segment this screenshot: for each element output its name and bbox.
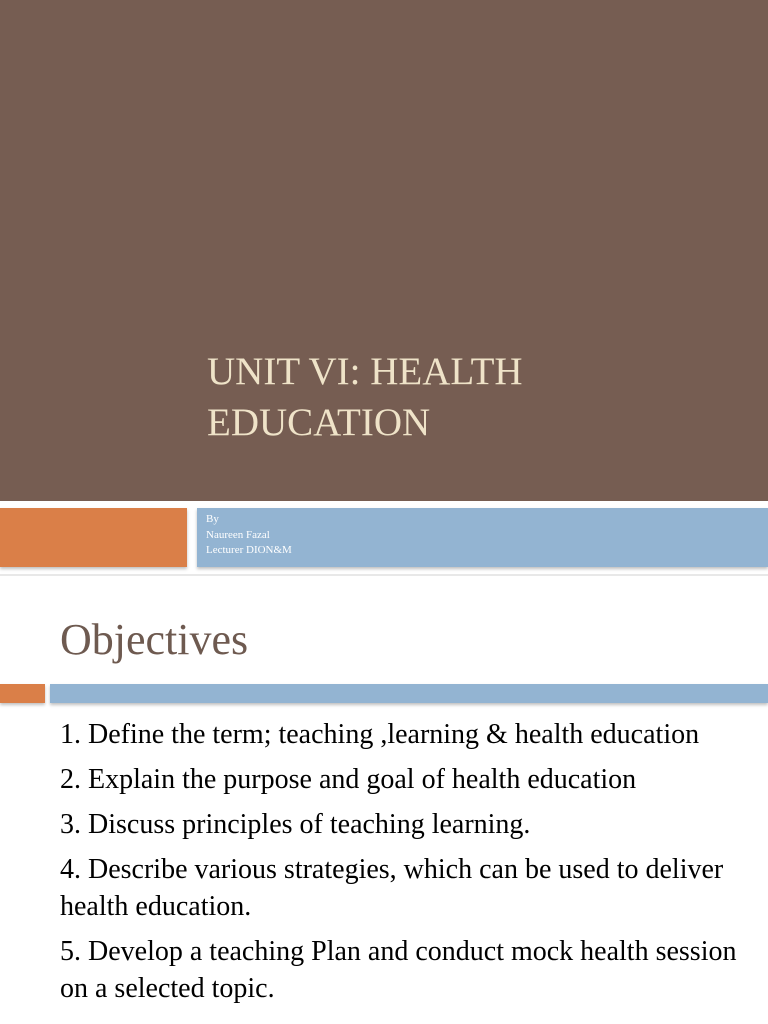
byline	[206, 512, 292, 559]
objectives-slide	[0, 576, 768, 1024]
objective-item: 1. Define the term; teaching ,learning & health education	[60, 719, 700, 750]
accent-bar-orange	[0, 508, 187, 567]
accent-bar-blue	[50, 684, 768, 703]
objective-item: 5. Develop a teaching Plan and conduct mock health session on a selected topic.	[60, 936, 737, 1004]
title-band	[0, 0, 768, 501]
objective-item: 4. Describe various strategies, which can be used to deliver health education.	[60, 854, 724, 922]
slide-title: UNIT VI: HEALTH EDUCATION	[207, 350, 523, 444]
objective-item: 3. Discuss principles of teaching learning.	[60, 809, 531, 840]
objective-item: 2. Explain the purpose and goal of health education	[60, 764, 637, 795]
objectives-title: Objectives	[60, 615, 249, 664]
byline-author: Naureen Fazal	[206, 528, 270, 541]
byline-role: Lecturer DION&M	[206, 544, 292, 556]
byline-line: By	[206, 513, 219, 525]
accent-bar-orange	[0, 684, 45, 703]
objectives-list	[60, 716, 740, 1015]
